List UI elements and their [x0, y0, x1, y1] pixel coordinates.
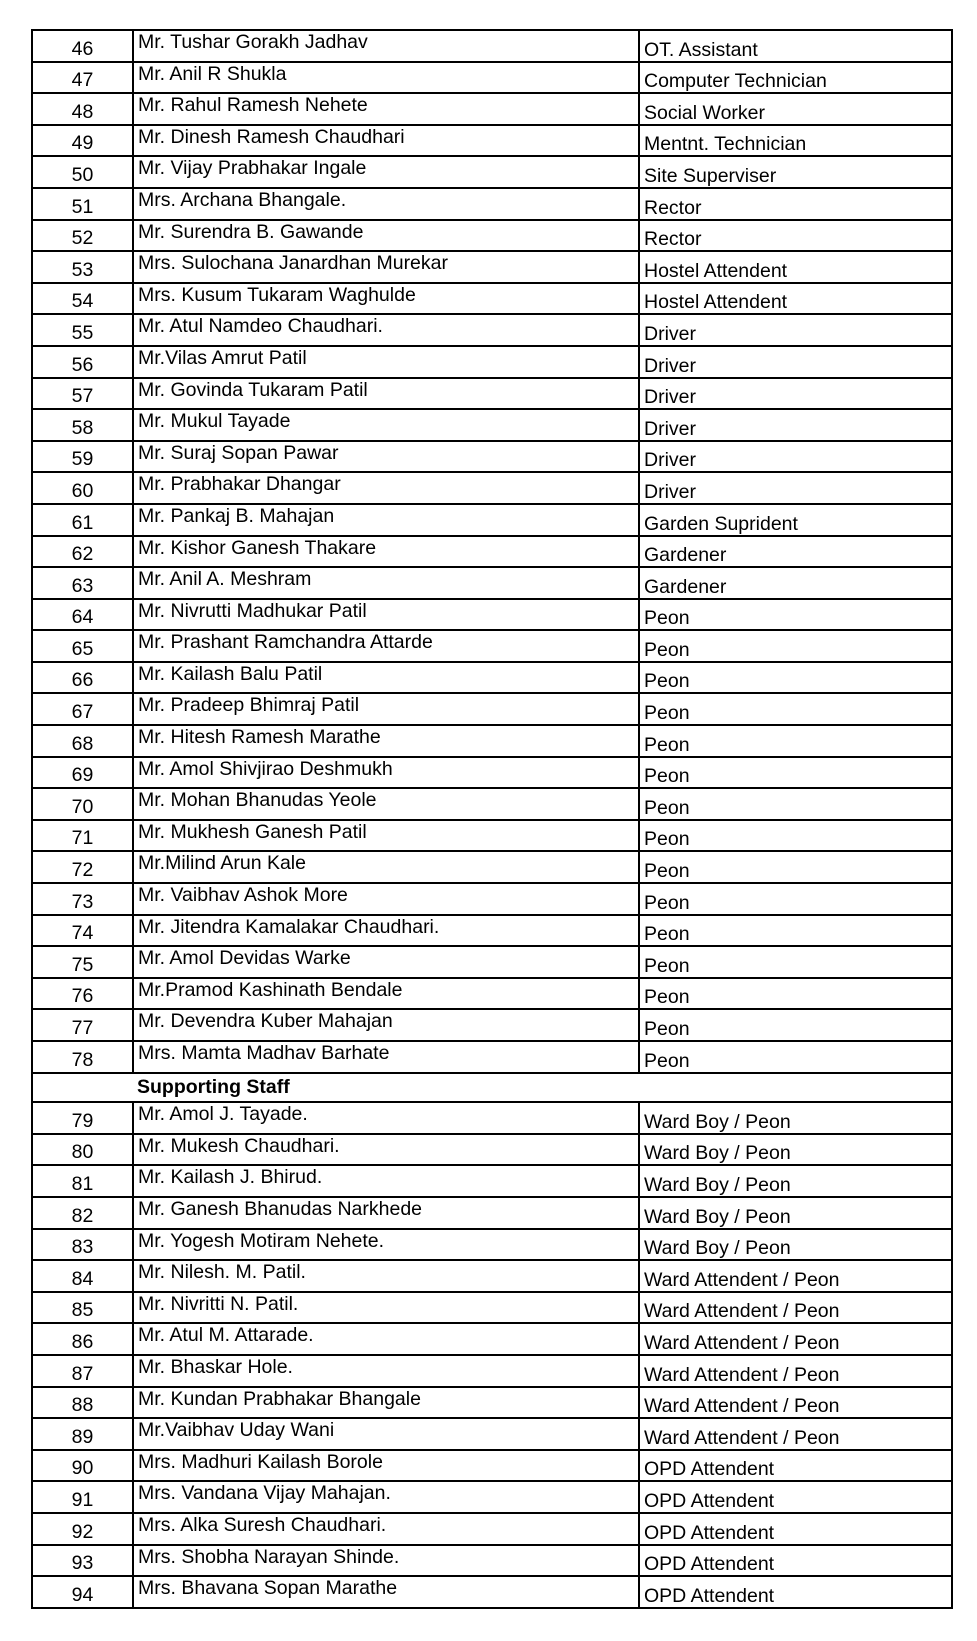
staff-name-cell: Mr. Mohan Bhanudas Yeole: [133, 788, 639, 820]
designation-cell: Ward Attendent / Peon: [639, 1355, 952, 1387]
designation-cell: Peon: [639, 788, 952, 820]
staff-name-cell: Mr. Jitendra Kamalakar Chaudhari.: [133, 915, 639, 947]
staff-name-cell: Mr.Milind Arun Kale: [133, 851, 639, 883]
staff-name-cell: Mr. Ganesh Bhanudas Narkhede: [133, 1197, 639, 1229]
staff-name-cell: Mrs. Kusum Tukaram Waghulde: [133, 283, 639, 315]
staff-name-cell: Mr. Dinesh Ramesh Chaudhari: [133, 125, 639, 157]
staff-name-cell: Mr.Pramod Kashinath Bendale: [133, 978, 639, 1010]
staff-name-cell: Mr. Vijay Prabhakar Ingale: [133, 156, 639, 188]
table-row: [32, 504, 952, 536]
serial-number-cell: 62: [32, 536, 133, 568]
serial-number-cell: 70: [32, 788, 133, 820]
staff-name-cell: Mr. Prashant Ramchandra Attarde: [133, 630, 639, 662]
table-row: [32, 346, 952, 378]
designation-cell: OPD Attendent: [639, 1481, 952, 1513]
designation-cell: Hostel Attendent: [639, 251, 952, 283]
serial-number-cell: 78: [32, 1041, 133, 1073]
designation-cell: Hostel Attendent: [639, 283, 952, 315]
table-row: [32, 1197, 952, 1229]
table-row: [32, 662, 952, 694]
staff-name-cell: Mr. Amol Shivjirao Deshmukh: [133, 757, 639, 789]
staff-name-cell: Mr. Rahul Ramesh Nehete: [133, 93, 639, 125]
table-row: [32, 1009, 952, 1041]
designation-cell: Computer Technician: [639, 62, 952, 94]
serial-number-cell: 76: [32, 978, 133, 1010]
designation-cell: Ward Attendent / Peon: [639, 1323, 952, 1355]
staff-name-cell: Mr. Kailash Balu Patil: [133, 662, 639, 694]
designation-cell: Ward Boy / Peon: [639, 1134, 952, 1166]
staff-name-cell: Mr. Bhaskar Hole.: [133, 1355, 639, 1387]
designation-cell: Peon: [639, 599, 952, 631]
staff-name-cell: Mrs. Bhavana Sopan Marathe: [133, 1576, 639, 1608]
designation-cell: Rector: [639, 220, 952, 252]
serial-number-cell: 71: [32, 820, 133, 852]
serial-number-cell: 87: [32, 1355, 133, 1387]
table-row: [32, 472, 952, 504]
staff-name-cell: Mrs. Archana Bhangale.: [133, 188, 639, 220]
designation-cell: Peon: [639, 851, 952, 883]
table-row: [32, 820, 952, 852]
staff-name-cell: Mr. Suraj Sopan Pawar: [133, 441, 639, 473]
serial-number-cell: 83: [32, 1229, 133, 1261]
serial-number-cell: 63: [32, 567, 133, 599]
staff-name-cell: Mr. Atul Namdeo Chaudhari.: [133, 314, 639, 346]
serial-number-cell: 68: [32, 725, 133, 757]
serial-number-cell: 82: [32, 1197, 133, 1229]
serial-number-cell: 65: [32, 630, 133, 662]
designation-cell: OT. Assistant: [639, 30, 952, 62]
table-row: [32, 1387, 952, 1419]
serial-number-cell: 88: [32, 1387, 133, 1419]
designation-cell: Ward Attendent / Peon: [639, 1387, 952, 1419]
serial-number-cell: 80: [32, 1134, 133, 1166]
serial-number-cell: 48: [32, 93, 133, 125]
designation-cell: Peon: [639, 1041, 952, 1073]
table-row: [32, 1134, 952, 1166]
designation-cell: OPD Attendent: [639, 1545, 952, 1577]
serial-number-cell: 77: [32, 1009, 133, 1041]
table-row: [32, 220, 952, 252]
serial-number-cell: 49: [32, 125, 133, 157]
table-row: [32, 283, 952, 315]
serial-number-cell: 72: [32, 851, 133, 883]
designation-cell: Peon: [639, 820, 952, 852]
table-row: [32, 757, 952, 789]
table-row: [32, 1355, 952, 1387]
designation-cell: Site Superviser: [639, 156, 952, 188]
serial-number-cell: 92: [32, 1513, 133, 1545]
table-row: [32, 915, 952, 947]
designation-cell: OPD Attendent: [639, 1576, 952, 1608]
staff-name-cell: Mr. Anil R Shukla: [133, 62, 639, 94]
section-empty-cell: [32, 1073, 133, 1103]
designation-cell: Peon: [639, 757, 952, 789]
designation-cell: Peon: [639, 693, 952, 725]
table-row: [32, 1545, 952, 1577]
serial-number-cell: 67: [32, 693, 133, 725]
staff-name-cell: Mrs. Alka Suresh Chaudhari.: [133, 1513, 639, 1545]
serial-number-cell: 69: [32, 757, 133, 789]
table-row: [32, 62, 952, 94]
serial-number-cell: 93: [32, 1545, 133, 1577]
table-row: [32, 1292, 952, 1324]
designation-cell: Ward Attendent / Peon: [639, 1418, 952, 1450]
staff-name-cell: Mr. Pradeep Bhimraj Patil: [133, 693, 639, 725]
table-row: [32, 1481, 952, 1513]
table-row: [32, 409, 952, 441]
staff-name-cell: Mr. Nivritti N. Patil.: [133, 1292, 639, 1324]
designation-cell: Ward Boy / Peon: [639, 1102, 952, 1134]
staff-name-cell: Mr.Vaibhav Uday Wani: [133, 1418, 639, 1450]
staff-name-cell: Mr. Mukesh Chaudhari.: [133, 1134, 639, 1166]
serial-number-cell: 46: [32, 30, 133, 62]
staff-name-cell: Mr. Nivrutti Madhukar Patil: [133, 599, 639, 631]
staff-name-cell: Mr. Kundan Prabhakar Bhangale: [133, 1387, 639, 1419]
serial-number-cell: 73: [32, 883, 133, 915]
serial-number-cell: 90: [32, 1450, 133, 1482]
serial-number-cell: 61: [32, 504, 133, 536]
staff-name-cell: Mrs. Mamta Madhav Barhate: [133, 1041, 639, 1073]
table-row: [32, 156, 952, 188]
serial-number-cell: 59: [32, 441, 133, 473]
table-row: [32, 1260, 952, 1292]
section-title: Supporting Staff: [133, 1073, 952, 1103]
serial-number-cell: 50: [32, 156, 133, 188]
table-row: [32, 314, 952, 346]
staff-name-cell: Mr. Kishor Ganesh Thakare: [133, 536, 639, 568]
designation-cell: Garden Suprident: [639, 504, 952, 536]
serial-number-cell: 52: [32, 220, 133, 252]
designation-cell: Peon: [639, 883, 952, 915]
designation-cell: Ward Boy / Peon: [639, 1229, 952, 1261]
staff-name-cell: Mr. Amol J. Tayade.: [133, 1102, 639, 1134]
designation-cell: Driver: [639, 472, 952, 504]
table-row: [32, 1165, 952, 1197]
designation-cell: Peon: [639, 978, 952, 1010]
table-row: [32, 441, 952, 473]
serial-number-cell: 55: [32, 314, 133, 346]
staff-name-cell: Mrs. Sulochana Janardhan Murekar: [133, 251, 639, 283]
serial-number-cell: 86: [32, 1323, 133, 1355]
staff-table-page: [31, 29, 951, 1609]
serial-number-cell: 54: [32, 283, 133, 315]
staff-name-cell: Mr. Mukul Tayade: [133, 409, 639, 441]
table-row: [32, 630, 952, 662]
table-row: [32, 946, 952, 978]
staff-name-cell: Mr. Nilesh. M. Patil.: [133, 1260, 639, 1292]
serial-number-cell: 84: [32, 1260, 133, 1292]
serial-number-cell: 57: [32, 378, 133, 410]
serial-number-cell: 81: [32, 1165, 133, 1197]
table-row: [32, 1576, 952, 1608]
staff-name-cell: Mr. Kailash J. Bhirud.: [133, 1165, 639, 1197]
table-row: [32, 1513, 952, 1545]
staff-table: [31, 29, 953, 1609]
designation-cell: OPD Attendent: [639, 1450, 952, 1482]
section-header-row: [32, 1073, 952, 1103]
designation-cell: Driver: [639, 346, 952, 378]
table-row: [32, 378, 952, 410]
staff-name-cell: Mr. Surendra B. Gawande: [133, 220, 639, 252]
serial-number-cell: 60: [32, 472, 133, 504]
staff-name-cell: Mr. Amol Devidas Warke: [133, 946, 639, 978]
table-row: [32, 1450, 952, 1482]
table-row: [32, 693, 952, 725]
designation-cell: Driver: [639, 378, 952, 410]
table-row: [32, 851, 952, 883]
table-row: [32, 978, 952, 1010]
table-row: [32, 1229, 952, 1261]
serial-number-cell: 91: [32, 1481, 133, 1513]
staff-name-cell: Mr. Mukhesh Ganesh Patil: [133, 820, 639, 852]
designation-cell: Gardener: [639, 536, 952, 568]
serial-number-cell: 74: [32, 915, 133, 947]
serial-number-cell: 56: [32, 346, 133, 378]
designation-cell: Ward Attendent / Peon: [639, 1260, 952, 1292]
serial-number-cell: 94: [32, 1576, 133, 1608]
table-row: [32, 536, 952, 568]
table-row: [32, 883, 952, 915]
designation-cell: Peon: [639, 662, 952, 694]
designation-cell: Social Worker: [639, 93, 952, 125]
designation-cell: Gardener: [639, 567, 952, 599]
serial-number-cell: 64: [32, 599, 133, 631]
serial-number-cell: 89: [32, 1418, 133, 1450]
table-row: [32, 1102, 952, 1134]
table-row: [32, 567, 952, 599]
serial-number-cell: 85: [32, 1292, 133, 1324]
staff-table-body: [32, 30, 952, 1608]
table-row: [32, 251, 952, 283]
staff-name-cell: Mr. Tushar Gorakh Jadhav: [133, 30, 639, 62]
staff-name-cell: Mr. Prabhakar Dhangar: [133, 472, 639, 504]
designation-cell: Peon: [639, 725, 952, 757]
staff-name-cell: Mr. Atul M. Attarade.: [133, 1323, 639, 1355]
staff-name-cell: Mrs. Shobha Narayan Shinde.: [133, 1545, 639, 1577]
designation-cell: Ward Attendent / Peon: [639, 1292, 952, 1324]
staff-name-cell: Mr. Vaibhav Ashok More: [133, 883, 639, 915]
serial-number-cell: 75: [32, 946, 133, 978]
designation-cell: Ward Boy / Peon: [639, 1165, 952, 1197]
designation-cell: Driver: [639, 409, 952, 441]
table-row: [32, 1041, 952, 1073]
designation-cell: Rector: [639, 188, 952, 220]
staff-name-cell: Mr. Pankaj B. Mahajan: [133, 504, 639, 536]
staff-name-cell: Mr. Devendra Kuber Mahajan: [133, 1009, 639, 1041]
staff-name-cell: Mr. Govinda Tukaram Patil: [133, 378, 639, 410]
staff-name-cell: Mr. Hitesh Ramesh Marathe: [133, 725, 639, 757]
designation-cell: Driver: [639, 441, 952, 473]
table-row: [32, 1323, 952, 1355]
table-row: [32, 599, 952, 631]
table-row: [32, 725, 952, 757]
designation-cell: Peon: [639, 630, 952, 662]
designation-cell: Driver: [639, 314, 952, 346]
table-row: [32, 1418, 952, 1450]
table-row: [32, 30, 952, 62]
table-row: [32, 125, 952, 157]
designation-cell: Mentnt. Technician: [639, 125, 952, 157]
serial-number-cell: 47: [32, 62, 133, 94]
staff-name-cell: Mrs. Vandana Vijay Mahajan.: [133, 1481, 639, 1513]
designation-cell: OPD Attendent: [639, 1513, 952, 1545]
staff-name-cell: Mr. Anil A. Meshram: [133, 567, 639, 599]
table-row: [32, 93, 952, 125]
designation-cell: Peon: [639, 1009, 952, 1041]
serial-number-cell: 51: [32, 188, 133, 220]
designation-cell: Peon: [639, 915, 952, 947]
table-row: [32, 788, 952, 820]
serial-number-cell: 79: [32, 1102, 133, 1134]
designation-cell: Peon: [639, 946, 952, 978]
serial-number-cell: 58: [32, 409, 133, 441]
table-row: [32, 188, 952, 220]
serial-number-cell: 66: [32, 662, 133, 694]
staff-name-cell: Mrs. Madhuri Kailash Borole: [133, 1450, 639, 1482]
staff-name-cell: Mr.Vilas Amrut Patil: [133, 346, 639, 378]
designation-cell: Ward Boy / Peon: [639, 1197, 952, 1229]
serial-number-cell: 53: [32, 251, 133, 283]
staff-name-cell: Mr. Yogesh Motiram Nehete.: [133, 1229, 639, 1261]
